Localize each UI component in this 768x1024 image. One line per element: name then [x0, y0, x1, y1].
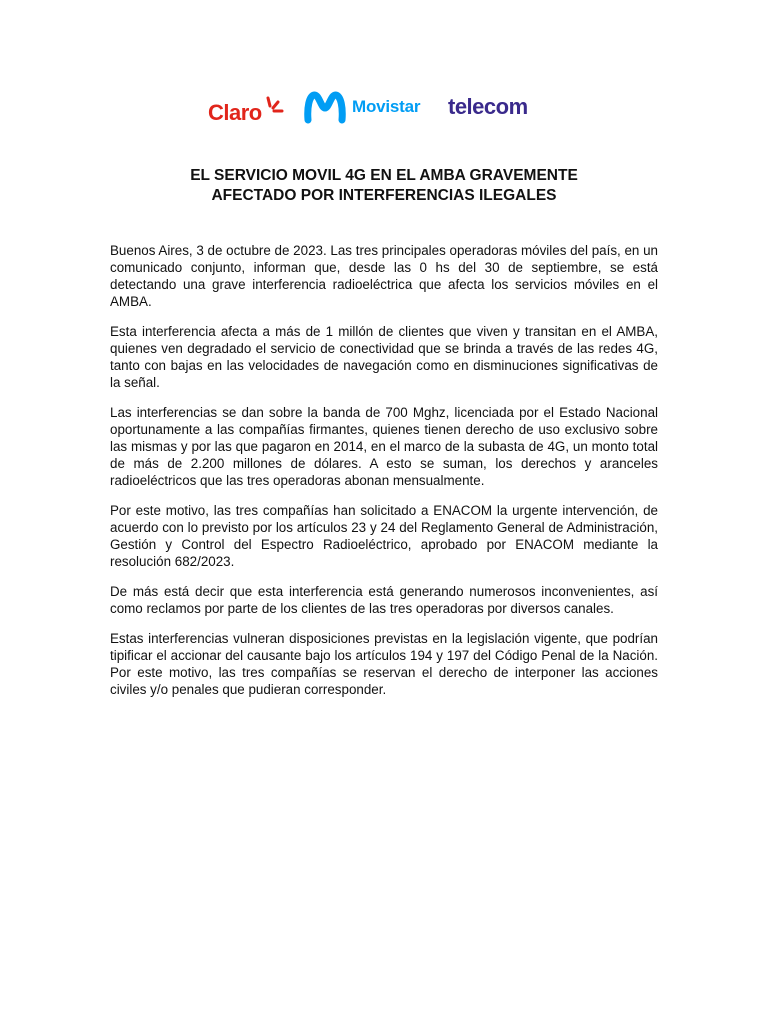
movistar-m-icon	[304, 90, 346, 124]
paragraph-1: Buenos Aires, 3 de octubre de 2023. Las tres principales operadoras móviles del país, en un comunicado conjunto, informan que, desde las 0 hs del 30 de septiembre, se está detectando una grave interferencia radioeléctrica que afecta los servicios móviles en el AMBA.	[110, 243, 658, 309]
paragraph-6: Estas interferencias vulneran disposiciones previstas en la legislación vigente, que podrían tipificar el accionar del causante bajo los artículos 194 y 197 del Código Penal de la Nación. Por este motivo, las tres compañías se reservan el derecho de interponer las acciones civiles y/o penales que pudieran corresponder.	[110, 631, 658, 697]
telecom-logo-text: telecom	[448, 94, 528, 119]
movistar-logo-text: Movistar	[352, 97, 421, 116]
paragraph-5: De más está decir que esta interferencia está generando numerosos inconvenientes, así como reclamos por parte de los clientes de las tres operadoras por diversos canales.	[110, 584, 658, 616]
paragraph-3: Las interferencias se dan sobre la banda de 700 Mghz, licenciada por el Estado Nacional oportunamente a las compañías firmantes, quienes tienen derecho de uso exclusivo sobre las mismas y por las que pagaron en 2014, en el marco de la subasta de 4G, un monto total de más de 2.200 millones de dólares. A esto se suman, los derechos y aranceles radioeléctricos que las tres operadoras abonan mensualmente.	[110, 405, 658, 488]
paragraph-2: Esta interferencia afecta a más de 1 millón de clientes que viven y transitan en el AMBA, quienes ven degradado el servicio de conectividad que se brinda a través de las redes 4G, tanto con bajas en las velocidades de navegación como en disminuciones significativas de la señal.	[110, 324, 658, 390]
paragraph-4: Por este motivo, las tres compañías han solicitado a ENACOM la urgente intervención, de acuerdo con lo previsto por los artículos 23 y 24 del Reglamento General de Administración, Gestión y Control del Espectro Radioeléctrico, aprobado por ENACOM mediante la resolución 682/2023.	[110, 503, 658, 569]
logo-bar	[200, 86, 560, 136]
headline-line-1: EL SERVICIO MOVIL 4G EN EL AMBA GRAVEMENTE	[190, 167, 578, 184]
claro-signal-icon	[262, 96, 288, 122]
telecom-logo	[448, 94, 528, 120]
movistar-logo	[304, 90, 420, 124]
claro-logo-text: Claro	[208, 100, 262, 125]
headline-line-2: AFECTADO POR INTERFERENCIAS ILEGALES	[211, 187, 557, 204]
claro-logo	[208, 96, 288, 126]
press-release-body	[110, 242, 658, 711]
headline	[110, 166, 658, 206]
